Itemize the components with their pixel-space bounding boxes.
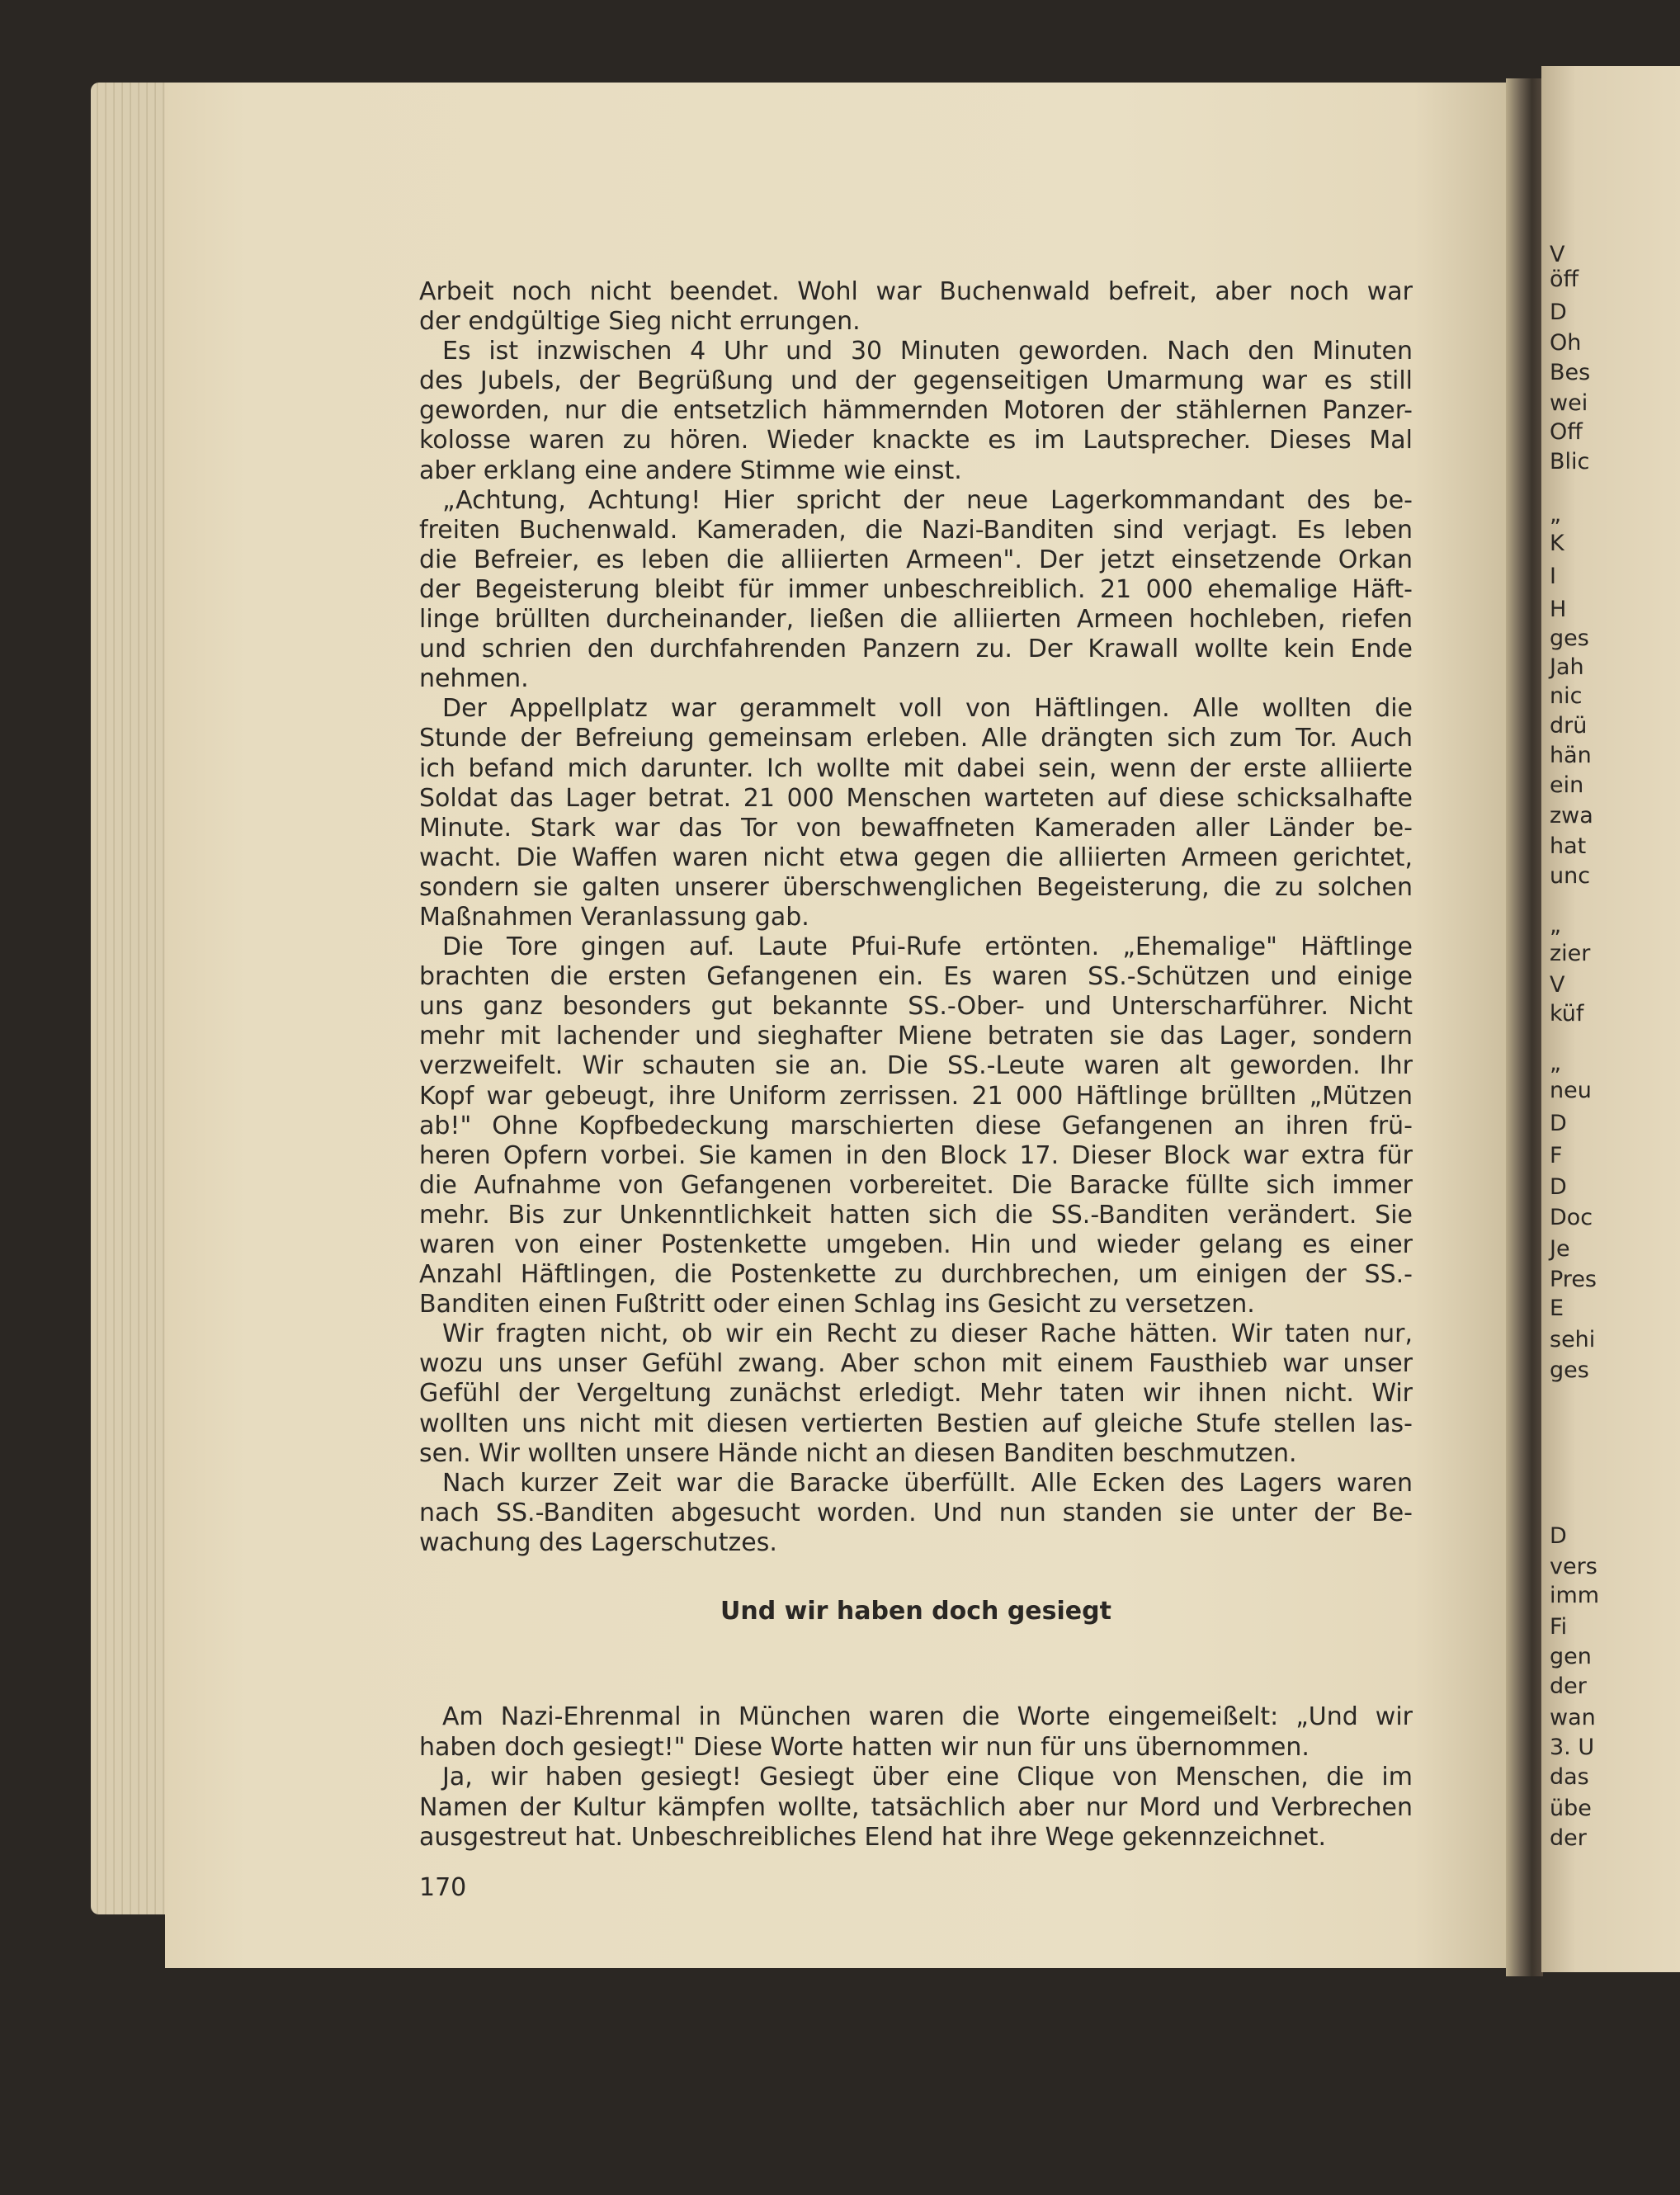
text-line: wacht. Die Waffen waren nicht etwa gegen die alliierten Armeen gerichtet,: [419, 843, 1413, 872]
text-line: waren von einer Postenkette umgeben. Hin und wieder gelang es einer: [419, 1230, 1413, 1259]
text-line: uns ganz besonders gut bekannte SS.-Ober- und Unterscharführer. Nicht: [419, 992, 1413, 1022]
right-page-text-fragment: Pres: [1550, 1267, 1597, 1292]
right-page-text-fragment: wan: [1550, 1705, 1596, 1730]
text-line: geworden, nur die entsetzlich hämmernden Motoren der stählernen Panzer-: [419, 396, 1413, 426]
right-page-text-fragment: Je: [1550, 1236, 1570, 1262]
text-line: Ja, wir haben gesiegt! Gesiegt über eine Clique von Menschen, die im: [442, 1763, 1413, 1791]
right-page-text-fragment: ges: [1550, 1357, 1589, 1383]
text-line: sondern sie galten unserer überschwenglichen Begeisterung, die zu solchen: [419, 872, 1413, 902]
text-line: ausgestreut hat. Unbeschreibliches Elend hat ihre Wege gekennzeichnet.: [419, 1823, 1327, 1852]
text-line: wozu uns unser Gefühl zwang. Aber schon mit einem Fausthieb war unser: [419, 1349, 1413, 1379]
right-page-text-fragment: nic: [1550, 683, 1583, 709]
right-page-text-fragment: Fi: [1550, 1614, 1568, 1640]
text-line: heren Opfern vorbei. Sie kamen in den Block 17. Dieser Block war extra für: [419, 1140, 1413, 1170]
text-line: ich befand mich darunter. Ich wollte mit dabei sein, wenn der erste alliierte: [419, 753, 1413, 783]
text-line: ab!" Ohne Kopfbedeckung marschierten diese Gefangenen an ihren frü-: [419, 1111, 1413, 1140]
page-number: 170: [419, 1873, 467, 1902]
text-line: Banditen einen Fußtritt oder einen Schlag ins Gesicht zu versetzen.: [419, 1290, 1255, 1319]
right-page-text-fragment: „: [1550, 502, 1561, 527]
text-line: Anzahl Häftlingen, die Postenkette zu durchbrechen, um einigen der SS.-: [419, 1260, 1413, 1290]
right-page-text-fragment: das: [1550, 1764, 1589, 1790]
right-page-text-fragment: ein: [1550, 772, 1584, 798]
right-page-text-fragment: Bes: [1550, 360, 1591, 385]
text-line: Soldat das Lager betrat. 21 000 Menschen warteten auf diese schicksalhafte: [419, 783, 1413, 813]
text-line: Wir fragten nicht, ob wir ein Recht zu dieser Rache hätten. Wir taten nur,: [442, 1319, 1413, 1349]
right-page-text-fragment: der: [1550, 1673, 1587, 1699]
right-page-text-fragment: übe: [1550, 1796, 1592, 1821]
text-line: Minute. Stark war das Tor von bewaffneten Kameraden aller Länder be-: [419, 813, 1413, 843]
right-page-text-fragment: küf: [1550, 1001, 1584, 1027]
text-line: die Befreier, es leben die alliierten Armeen". Der jetzt einsetzende Orkan: [419, 545, 1413, 574]
right-page-text-fragment: Jah: [1550, 654, 1584, 680]
right-page-fragment: [1541, 66, 1680, 1972]
right-page-text-fragment: F: [1550, 1143, 1563, 1168]
text-line: Maßnahmen Veranlassung gab.: [419, 902, 809, 932]
text-line: verzweifelt. Wir schauten sie an. Die SS.-Leute waren alt geworden. Ihr: [419, 1051, 1413, 1081]
right-page-text-fragment: Off: [1550, 419, 1583, 445]
text-line: Namen der Kultur kämpfen wollte, tatsächlich aber nur Mord und Verbrechen: [419, 1792, 1413, 1822]
text-line: linge brüllten durcheinander, ließen die alliierten Armeen hochleben, riefen: [419, 605, 1413, 635]
text-line: Gefühl der Vergeltung zunächst erledigt. Mehr taten wir ihnen nicht. Wir: [419, 1379, 1413, 1409]
right-page-text-fragment: D: [1550, 1174, 1567, 1200]
right-page-text-fragment: unc: [1550, 863, 1591, 889]
section-body-text: [419, 1702, 1413, 1853]
text-line: Am Nazi-Ehrenmal in München waren die Worte eingemeißelt: „Und wir: [442, 1702, 1413, 1731]
text-line: „Achtung, Achtung! Hier spricht der neue Lagerkommandant des be-: [442, 485, 1413, 515]
right-page-text-fragment: hat: [1550, 833, 1587, 859]
text-line: Es ist inzwischen 4 Uhr und 30 Minuten geworden. Nach den Minuten: [442, 337, 1413, 366]
right-page-text-fragment: hän: [1550, 743, 1592, 768]
text-line: und schrien den durchfahrenden Panzern zu. Der Krawall wollte kein Ende: [419, 635, 1413, 664]
right-page-text-fragment: zier: [1550, 941, 1591, 966]
right-page-text-fragment: D: [1550, 300, 1567, 325]
text-line: Nach kurzer Zeit war die Baracke überfüllt. Alle Ecken des Lagers waren: [442, 1468, 1413, 1498]
text-line: mehr. Bis zur Unkenntlichkeit hatten sich die SS.-Banditen verändert. Sie: [419, 1200, 1413, 1230]
right-page-text-fragment: ges: [1550, 625, 1589, 651]
right-page-text-fragment: Blic: [1550, 449, 1590, 474]
book-gutter: [1506, 78, 1543, 1976]
right-page-text-fragment: D: [1550, 1111, 1567, 1136]
right-page-text-fragment: vers: [1550, 1554, 1597, 1579]
text-line: nehmen.: [419, 664, 529, 694]
text-line: freiten Buchenwald. Kameraden, die Nazi-Banditen sind verjagt. Es leben: [419, 515, 1413, 545]
right-page-text-fragment: Oh: [1550, 330, 1582, 356]
text-line: die Aufnahme von Gefangenen vorbereitet. Die Baracke füllte sich immer: [419, 1170, 1413, 1200]
right-page-text-fragment: Doc: [1550, 1205, 1593, 1230]
right-page-text-fragment: der: [1550, 1825, 1587, 1851]
right-page-text-fragment: E: [1550, 1296, 1564, 1321]
text-line: haben doch gesiegt!" Diese Worte hatten wir nun für uns übernommen.: [419, 1732, 1310, 1762]
text-line: Arbeit noch nicht beendet. Wohl war Buchenwald befreit, aber noch war: [419, 277, 1413, 306]
right-page-text-fragment: wei: [1550, 390, 1588, 416]
text-line: nach SS.-Banditen abgesucht worden. Und nun standen sie unter der Be-: [419, 1498, 1413, 1527]
text-line: Der Appellplatz war gerammelt voll von Häftlingen. Alle wollten die: [442, 694, 1413, 724]
right-page-text-fragment: imm: [1550, 1583, 1600, 1608]
right-page-text-fragment: sehi: [1550, 1327, 1596, 1352]
right-page-text-fragment: gen: [1550, 1644, 1592, 1669]
text-line: brachten die ersten Gefangenen ein. Es waren SS.-Schützen und einige: [419, 962, 1413, 992]
text-line: der endgültige Sieg nicht errungen.: [419, 307, 861, 337]
right-page-text-fragment: neu: [1550, 1078, 1592, 1103]
body-text: [419, 277, 1413, 1558]
text-line: Die Tore gingen auf. Laute Pfui-Rufe ertönten. „Ehemalige" Häftlinge: [442, 932, 1413, 962]
text-line: des Jubels, der Begrüßung und der gegenseitigen Umarmung war es still: [419, 366, 1413, 396]
text-line: mehr mit lachender und sieghafter Miene betraten sie das Lager, sondern: [419, 1022, 1413, 1051]
right-page-text-fragment: 3. U: [1550, 1735, 1595, 1760]
text-line: Kopf war gebeugt, ihre Uniform zerrissen. 21 000 Häftlinge brüllten „Mützen: [419, 1081, 1413, 1111]
text-line: Stunde der Befreiung gemeinsam erleben. Alle drängten sich zum Tor. Auch: [419, 724, 1413, 753]
right-page-text-fragment: drü: [1550, 713, 1588, 739]
right-page-text-fragment: V: [1550, 242, 1565, 267]
right-page-text-fragment: V: [1550, 972, 1565, 998]
right-page-text-fragment: zwa: [1550, 803, 1593, 828]
text-line: der Begeisterung bleibt für immer unbeschreiblich. 21 000 ehemalige Häft-: [419, 574, 1413, 604]
text-line: sen. Wir wollten unsere Hände nicht an diesen Banditen beschmutzen.: [419, 1438, 1297, 1468]
section-heading: Und wir haben doch gesiegt: [720, 1597, 1111, 1626]
right-page-text-fragment: „: [1550, 913, 1561, 938]
text-line: aber erklang eine andere Stimme wie einst.: [419, 456, 962, 485]
right-page-text-fragment: I: [1550, 564, 1556, 589]
right-page-text-fragment: D: [1550, 1523, 1567, 1549]
text-line: wachung des Lagerschutzes.: [419, 1527, 777, 1557]
right-page-text-fragment: H: [1550, 597, 1567, 622]
right-page-text-fragment: öff: [1550, 267, 1579, 292]
right-page-text-fragment: K: [1550, 531, 1564, 556]
right-page-text-fragment: „: [1550, 1050, 1561, 1076]
text-line: kolosse waren zu hören. Wieder knackte es im Lautsprecher. Dieses Mal: [419, 426, 1413, 456]
text-line: wollten uns nicht mit diesen vertierten Bestien auf gleiche Stufe stellen las-: [419, 1409, 1413, 1438]
